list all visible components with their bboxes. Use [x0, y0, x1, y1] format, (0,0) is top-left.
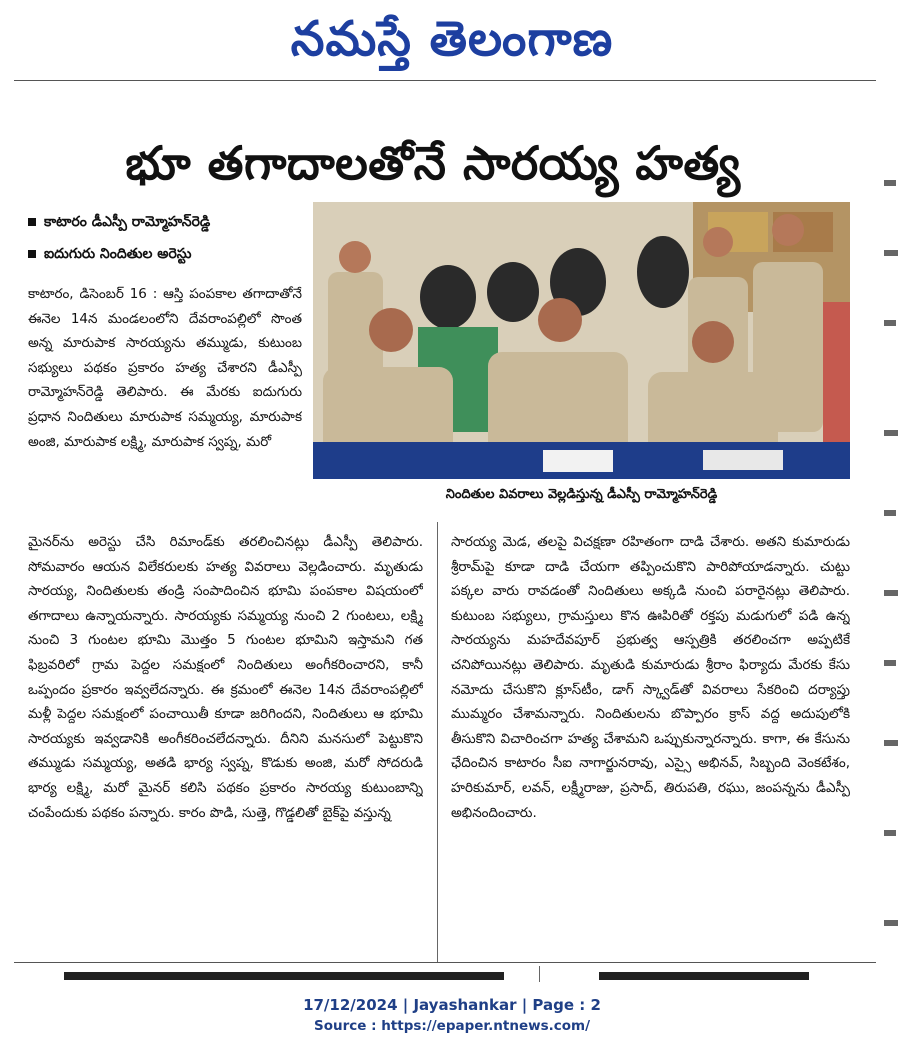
- article-headline: భూ తగాదాలతోనే సారయ్య హత్య: [125, 136, 741, 190]
- page-footer: [0, 994, 904, 1036]
- column-divider: [437, 522, 438, 962]
- subhead-item: ఐదుగురు నిందితుల అరెస్టు: [28, 238, 313, 270]
- bottom-divider: [14, 962, 876, 963]
- cropped-next-headline: [14, 966, 876, 982]
- edition-info: 17/12/2024 | Jayashankar | Page : 2: [303, 996, 601, 1014]
- bullet-square-icon: [28, 218, 36, 226]
- masthead-logo: నమస్తే తెలంగాణ: [290, 11, 614, 67]
- subhead-item: కాటారం డీఎస్పీ రామ్మోహన్‌రెడ్డి: [28, 206, 313, 238]
- adjacent-column-edge: [878, 180, 904, 980]
- article-lead-column: కాటారం, డిసెంబర్‌ 16 : ఆస్తి పంపకాల తగాదాతోనే ఈనెల 14న మండలంలోని దేవరాంపల్లిలో సొంత అన్న మారుపాక సారయ్యను తమ్ముడు, కుటుంబ సభ్యులు పథకం ప్రకారం హత్య చేశారని డీఎస్పీ రామ్మోహన్‌రెడ్డి తెలిపారు. ఈ మేరకు ఐదుగురు ప్రధాన నిందితులు మారుపాక సమ్మయ్య, మారుపాక అంజి, మారుపాక లక్ష్మి, మారుపాక స్వప్న, మరో: [28, 286, 302, 450]
- photo-caption: నిందితుల వివరాలు వెల్లడిస్తున్న డీఎస్పీ రామ్మోహన్‌రెడ్డి: [445, 487, 718, 502]
- source-link[interactable]: Source : https://epaper.ntnews.com/: [313, 1018, 591, 1034]
- bullet-square-icon: [28, 250, 36, 258]
- news-photo: [313, 202, 850, 479]
- subhead-list: [28, 206, 313, 270]
- article-body-left: మైనర్‌ను అరెస్టు చేసి రిమాండ్‌కు తరలించినట్లు డీఎస్పీ తెలిపారు. సోమవారం ఆయన విలేకరులకు హత్య వివరాలు వెల్లడించారు. మృతుడు సారయ్య, నిందితులకు తండ్రి సంపాదించిన భూమి పంపకాల విషయంలో తగాదాలు ఉన్నాయన్నారు. సారయ్యకు సమ్మయ్య నుంచి 2 గుంటలు, లక్ష్మి నుంచి 3 గుంటల భూమి మొత్తం 5 గుంటల భూమిని ఇస్తామని గత ఫిబ్రవరిలో గ్రామ పెద్దల సమక్షంలో నిందితులు అంగీకరించారని, కానీ ఒప్పందం ప్రకారం ఇవ్వలేదన్నారు. ఈ క్రమంలో ఈనెల 14న దేవరాంపల్లిలో మళ్లీ పెద్దల సమక్షంలో పంచాయితీ కూడా జరిగిందని, నిందితులు ఆ భూమి సారయ్యకు ఇవ్వడానికి అంగీకరించలేదన్నారు. దీనిని మనసులో పెట్టుకొని తమ్ముడు సమ్మయ్య, అతడి భార్య స్వప్న, కొడుకు అంజి, మరో సోదరుడి భార్య లక్ష్మి, మరో మైనర్‌ కలిసి పథకం ప్రకారం సారయ్య కుటుంబాన్ని చంపేందుకు పథకం పన్నారు. కారం పొడి, సుత్తె, గొడ్డలితో బైక్‌పై వస్తున్న: [28, 534, 423, 821]
- article-body-right: సారయ్య మెడ, తలపై విచక్షణా రహితంగా దాడి చేశారు. అతని కుమారుడు శ్రీరామ్‌పై కూడా దాడి చేయగా తప్పించుకొని పారిపోయాడన్నారు. చుట్టు పక్కల వారు రావడంతో నిందితులు అక్కడి నుంచి పరారైనట్లు తెలిపారు. కుటుంబ సభ్యులు, గ్రామస్తులు కొన ఊపిరితో రక్తపు మడుగులో పడి ఉన్న సారయ్యను మహదేవపూర్‌ ప్రభుత్వ ఆస్పత్రికి తరలించగా అప్పటికే చనిపోయినట్లు తెలిపారు. మృతుడి కుమారుడు శ్రీరాం ఫిర్యాదు మేరకు కేసు నమోదు చేసుకొని క్లూస్‌టీం, డాగ్‌ స్క్వాడ్‌తో వివరాలు సేకరించి దర్యాప్తు ముమ్మరం చేశామన్నారు. నిందితులను బొప్పారం క్రాస్‌ వద్ద అదుపులోకి తీసుకొని విచారించగా హత్య చేశామని ఒప్పుకున్నారన్నారు. కాగా, ఈ కేసును ఛేదించిన కాటారం సీఐ నాగార్జునరావు, ఎస్సై అభినవ్‌, సిబ్బంది వెంకటేశం, హరికుమార్‌, లవన్‌, లక్ష్మీరాజు, ప్రసాద్‌, తిరుపతి, రఘు, జంపన్నను డీఎస్పీ అభినందించారు.: [451, 534, 850, 821]
- masthead-divider: [14, 80, 876, 81]
